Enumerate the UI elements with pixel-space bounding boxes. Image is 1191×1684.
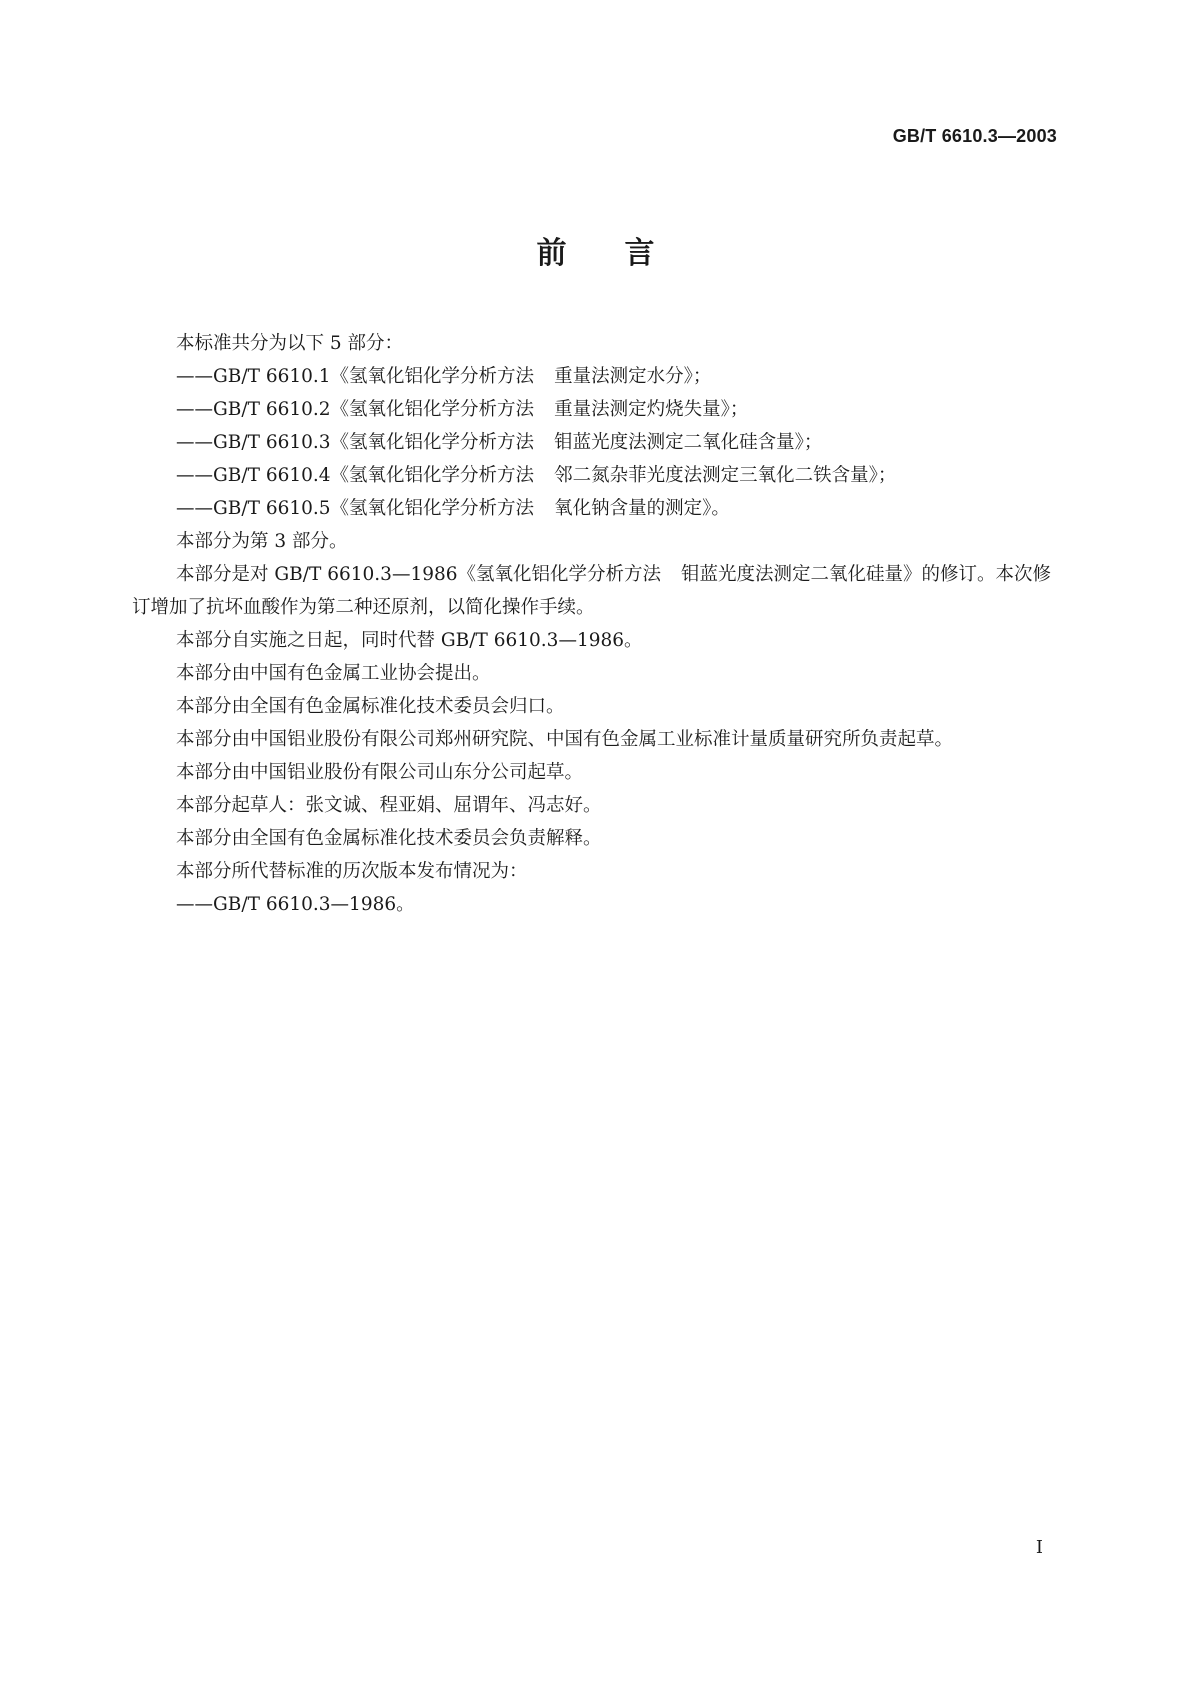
replaces-paragraph: 本部分自实施之日起，同时代替 GB/T 6610.3—1986。 [176,630,643,651]
page-title: 前言 [536,236,713,271]
part-subtitle: 重量法测定水分》； [554,366,712,387]
part-list-item [132,426,1062,459]
foreword-body [132,327,1062,921]
revision-text-a: 本部分是对 GB/T 6610.3—1986《氢氧化铝化学分析方法 [176,564,662,585]
part-code: ——GB/T 6610.1《氢氧化铝化学分析方法 [176,366,535,387]
drafted-by-company-paragraph: 本部分由中国铝业股份有限公司山东分公司起草。 [176,762,584,783]
part-list-item [132,492,1062,525]
drafters-paragraph: 本部分起草人：张文诚、程亚娟、屈谓年、冯志好。 [176,795,602,816]
centralized-by-paragraph: 本部分由全国有色金属标准化技术委员会归口。 [176,696,565,717]
revision-text-b: 钼蓝光度法测定二氧化硅量》的修订。本次修订增加了抗坏血酸作为第二种还原剂，以简化操作手续。 [132,564,1052,618]
interpreted-by-paragraph: 本部分由全国有色金属标准化技术委员会负责解释。 [176,828,602,849]
part-code: ——GB/T 6610.4《氢氧化铝化学分析方法 [176,465,535,486]
part-code: ——GB/T 6610.3《氢氧化铝化学分析方法 [176,432,535,453]
standard-number-header: GB/T 6610.3—2003 [892,126,1057,146]
proposed-by-paragraph: 本部分由中国有色金属工业协会提出。 [176,663,491,684]
part-number-paragraph: 本部分为第 3 部分。 [176,531,348,552]
part-subtitle: 重量法测定灼烧失量》； [554,399,749,420]
drafted-by-institutes-paragraph: 本部分由中国铝业股份有限公司郑州研究院、中国有色金属工业标准计量质量研究所负责起草。 [176,729,954,750]
part-list-item [132,393,1062,426]
part-subtitle: 邻二氮杂菲光度法测定三氧化二铁含量》； [554,465,897,486]
part-list-item [132,360,1062,393]
history-list-item: ——GB/T 6610.3—1986。 [176,894,415,915]
part-code: ——GB/T 6610.2《氢氧化铝化学分析方法 [176,399,535,420]
intro-paragraph: 本标准共分为以下 5 部分： [176,333,404,354]
part-code: ——GB/T 6610.5《氢氧化铝化学分析方法 [176,498,535,519]
revision-paragraph [132,558,1062,624]
history-intro-paragraph: 本部分所代替标准的历次版本发布情况为： [176,861,528,882]
page-number: I [1035,1537,1043,1558]
part-list-item [132,459,1062,492]
part-subtitle: 氧化钠含量的测定》。 [554,498,730,519]
part-subtitle: 钼蓝光度法测定二氧化硅含量》； [554,432,823,453]
